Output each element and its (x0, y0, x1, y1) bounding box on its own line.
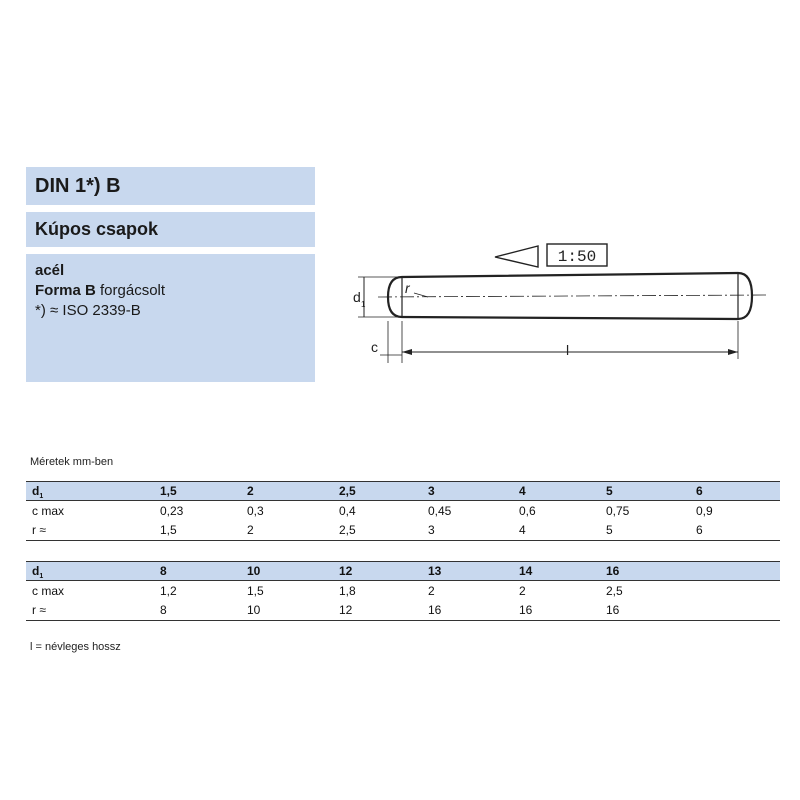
pin-outline (388, 273, 752, 319)
table-cell: 16 (600, 601, 690, 621)
header-cell (690, 562, 780, 581)
form-rest-text: forgácsolt (95, 282, 166, 299)
table-row (26, 501, 780, 521)
table-cell: 2 (519, 583, 526, 598)
taper-triangle-icon (495, 246, 538, 267)
table-cell: 1,8 (339, 583, 356, 598)
row-label: r ≈ (26, 601, 154, 621)
header-label-sub: 1 (39, 493, 44, 500)
header-cell: 2 (241, 482, 333, 501)
l-arrow-left-icon (402, 349, 412, 355)
header-cell: 4 (513, 482, 600, 501)
material-line (35, 261, 315, 281)
table-cell: 2 (241, 521, 333, 541)
header-label-cell (26, 482, 154, 501)
header-cell: 13 (422, 562, 513, 581)
table-cell: 0,4 (339, 503, 356, 518)
c-label: c (371, 339, 378, 355)
table-cell: 2,5 (333, 521, 422, 541)
table-row (26, 581, 780, 601)
table-cell: 0,45 (428, 503, 452, 518)
iso-reference: *) ≈ ISO 2339-B (35, 302, 141, 319)
table-cell: 2,5 (606, 583, 623, 598)
table-cell: 8 (154, 601, 241, 621)
units-note: Méretek mm-ben (30, 456, 114, 468)
title-text: DIN 1*) B (35, 175, 121, 197)
table-cell: 0,9 (696, 503, 713, 518)
header-label: d (32, 484, 40, 498)
table-row (26, 521, 780, 541)
header-cell: 10 (241, 562, 333, 581)
table-cell: 10 (241, 601, 333, 621)
table-cell: 2 (428, 583, 435, 598)
dimension-table-2 (26, 561, 780, 621)
header-cell: 1,5 (154, 482, 241, 501)
d-label: d (353, 289, 361, 305)
table-cell: 1,2 (160, 583, 177, 598)
table-cell: 0,3 (247, 503, 264, 518)
dimension-table-1 (26, 481, 780, 541)
table-cell: 12 (333, 601, 422, 621)
table-cell: 16 (422, 601, 513, 621)
subtitle-text: Kúpos csapok (35, 219, 159, 239)
header-cell: 5 (600, 482, 690, 501)
product-info-panel (26, 254, 315, 382)
header-cell: 6 (690, 482, 780, 501)
table-row (26, 601, 780, 621)
row-label: c max (32, 583, 65, 598)
taper-pin-drawing (350, 235, 780, 370)
table-cell: 0,23 (160, 503, 184, 518)
header-cell: 12 (333, 562, 422, 581)
header-cell: 14 (513, 562, 600, 581)
l-arrow-right-icon (728, 349, 738, 355)
form-line (35, 281, 315, 301)
table-cell: 5 (600, 521, 690, 541)
header-label-sub: 1 (39, 573, 44, 580)
d-label-sub: 1 (361, 300, 366, 309)
table-cell (690, 601, 780, 621)
centre-line (378, 295, 766, 297)
product-subtitle (26, 212, 315, 247)
footnote: l = névleges hossz (30, 641, 121, 653)
table-cell: 0,6 (519, 503, 536, 518)
header-label-cell (26, 562, 154, 581)
r-leader (414, 293, 428, 297)
table-cell: 3 (422, 521, 513, 541)
table-cell: 4 (513, 521, 600, 541)
table-cell (690, 581, 780, 601)
header-cell: 2,5 (333, 482, 422, 501)
table-cell: 16 (513, 601, 600, 621)
taper-ratio-label: 1:50 (557, 248, 597, 266)
material-text: acél (35, 262, 65, 279)
table-cell: 6 (690, 521, 780, 541)
form-bold-text: Forma B (35, 282, 96, 299)
header-label: d (32, 564, 40, 578)
table-header-row (26, 482, 780, 501)
row-label: r ≈ (26, 521, 154, 541)
header-cell: 3 (422, 482, 513, 501)
header-cell: 16 (600, 562, 690, 581)
r-label: r (405, 280, 410, 296)
table-cell: 1,5 (247, 583, 264, 598)
row-label: c max (32, 503, 65, 518)
table-cell: 0,75 (606, 503, 630, 518)
table-cell: 1,5 (154, 521, 241, 541)
table-header-row (26, 562, 780, 581)
page-title (26, 167, 315, 205)
l-label: l (566, 342, 570, 358)
header-cell: 8 (154, 562, 241, 581)
